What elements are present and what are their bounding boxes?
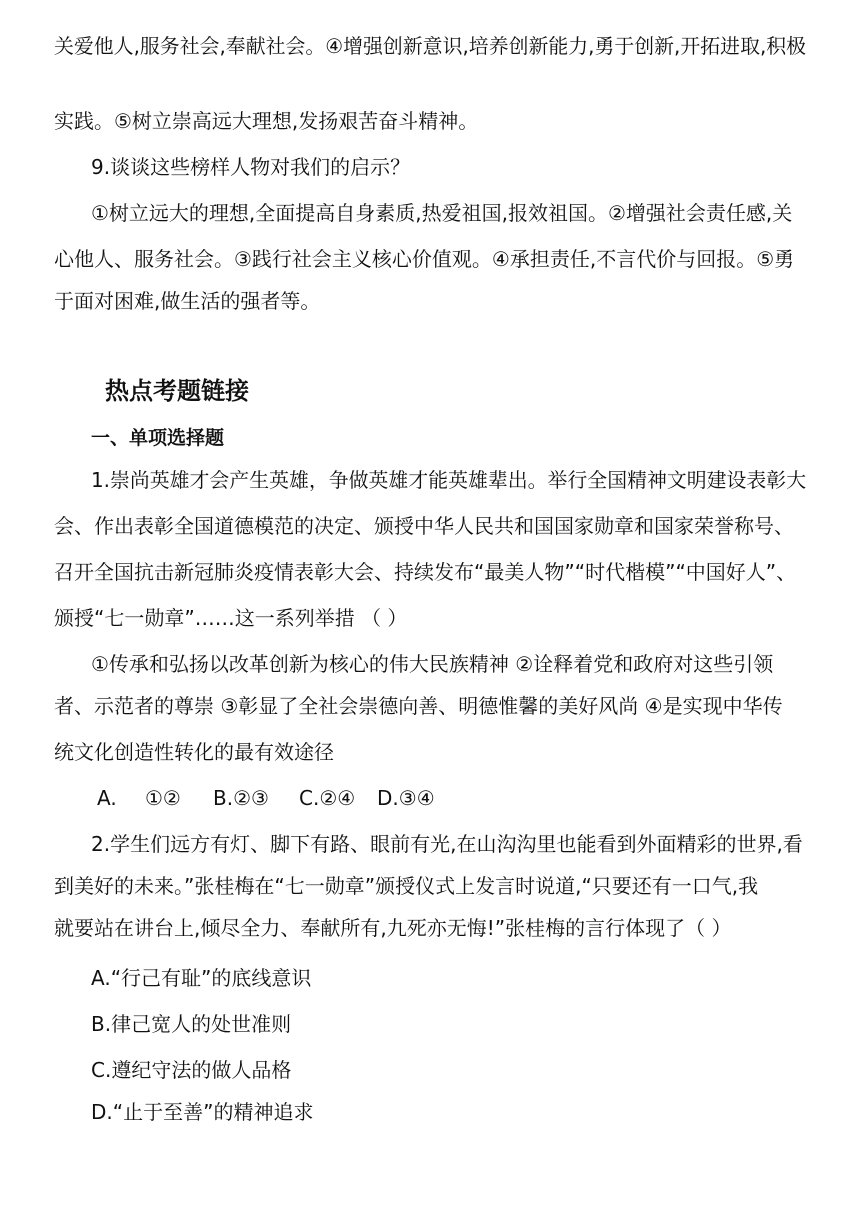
q1-option-a-text: ①② <box>145 786 181 810</box>
subsection-title: 一、单项选择题 <box>91 427 225 449</box>
q1-stem-line-1: 1.崇尚英雄才会产生英雄，争做英雄才能英雄辈出。举行全国精神文明建设表彰大 <box>91 468 807 492</box>
q9-answer-line-3: 于面对困难,做生活的强者等。 <box>54 289 321 313</box>
q1-statement-line-2: 者、示范者的尊崇 ③彰显了全社会崇德向善、明德惟馨的美好风尚 ④是实现中华传 <box>54 694 783 718</box>
q2-stem-line-1: 2.学生们远方有灯、脚下有路、眼前有光,在山沟沟里也能看到外面精彩的世界,看 <box>91 832 803 856</box>
q2-option-a: A.“行己有耻”的底线意识 <box>91 966 312 990</box>
q1-stem-line-3: 召开全国抗击新冠肺炎疫情表彰大会、持续发布“最美人物”“时代楷模”“中国好人”、 <box>54 560 797 584</box>
prev-answer-line-1: 关爱他人,服务社会,奉献社会。④增强创新意识,培养创新能力,勇于创新,开拓进取,积极 <box>54 34 807 58</box>
q1-option-d: D.③④ <box>377 786 435 810</box>
q1-options <box>97 784 435 812</box>
q2-option-d: D.“止于至善”的精神追求 <box>91 1100 314 1124</box>
q1-option-b: B.②③ <box>213 786 269 810</box>
q1-statement-line-1: ①传承和弘扬以改革创新为核心的伟大民族精神 ②诠释着党和政府对这些引领 <box>91 652 774 676</box>
q1-option-c: C.②④ <box>299 786 356 810</box>
q1-stem-line-2: 会、作出表彰全国道德模范的决定、颁授中华人民共和国国家勋章和国家荣誉称号、 <box>54 514 794 538</box>
q2-stem-line-3: 就要站在讲台上,倾尽全力、奉献所有,九死亦无悔!”张桂梅的言行体现了（ ） <box>54 916 732 940</box>
q1-option-a-letter: A. <box>97 786 117 810</box>
q2-option-b: B.律己宽人的处世准则 <box>91 1012 292 1036</box>
q9-answer-line-1: ①树立远大的理想,全面提高自身素质,热爱祖国,报效祖国。②增强社会责任感,关 <box>91 201 793 225</box>
prev-answer-line-2: 实践。⑤树立崇高远大理想,发扬艰苦奋斗精神。 <box>54 109 479 133</box>
section-title: 热点考题链接 <box>105 377 249 405</box>
q9-answer-line-2: 心他人、服务社会。③践行社会主义核心价值观。④承担责任,不言代价与回报。⑤勇 <box>54 247 795 271</box>
question-9: 9.谈谈这些榜样人物对我们的启示？ <box>91 155 411 179</box>
q2-stem-line-2: 到美好的未来。”张桂梅在“七一勋章”颁授仪式上发言时说道,“只要还有一口气,我 <box>54 874 759 898</box>
q1-statement-line-3: 统文化创造性转化的最有效途径 <box>54 740 334 764</box>
q2-option-c: C.遵纪守法的做人品格 <box>91 1058 292 1082</box>
q1-stem-line-4: 颁授“七一勋章”……这一系列举措 （ ） <box>54 606 408 630</box>
